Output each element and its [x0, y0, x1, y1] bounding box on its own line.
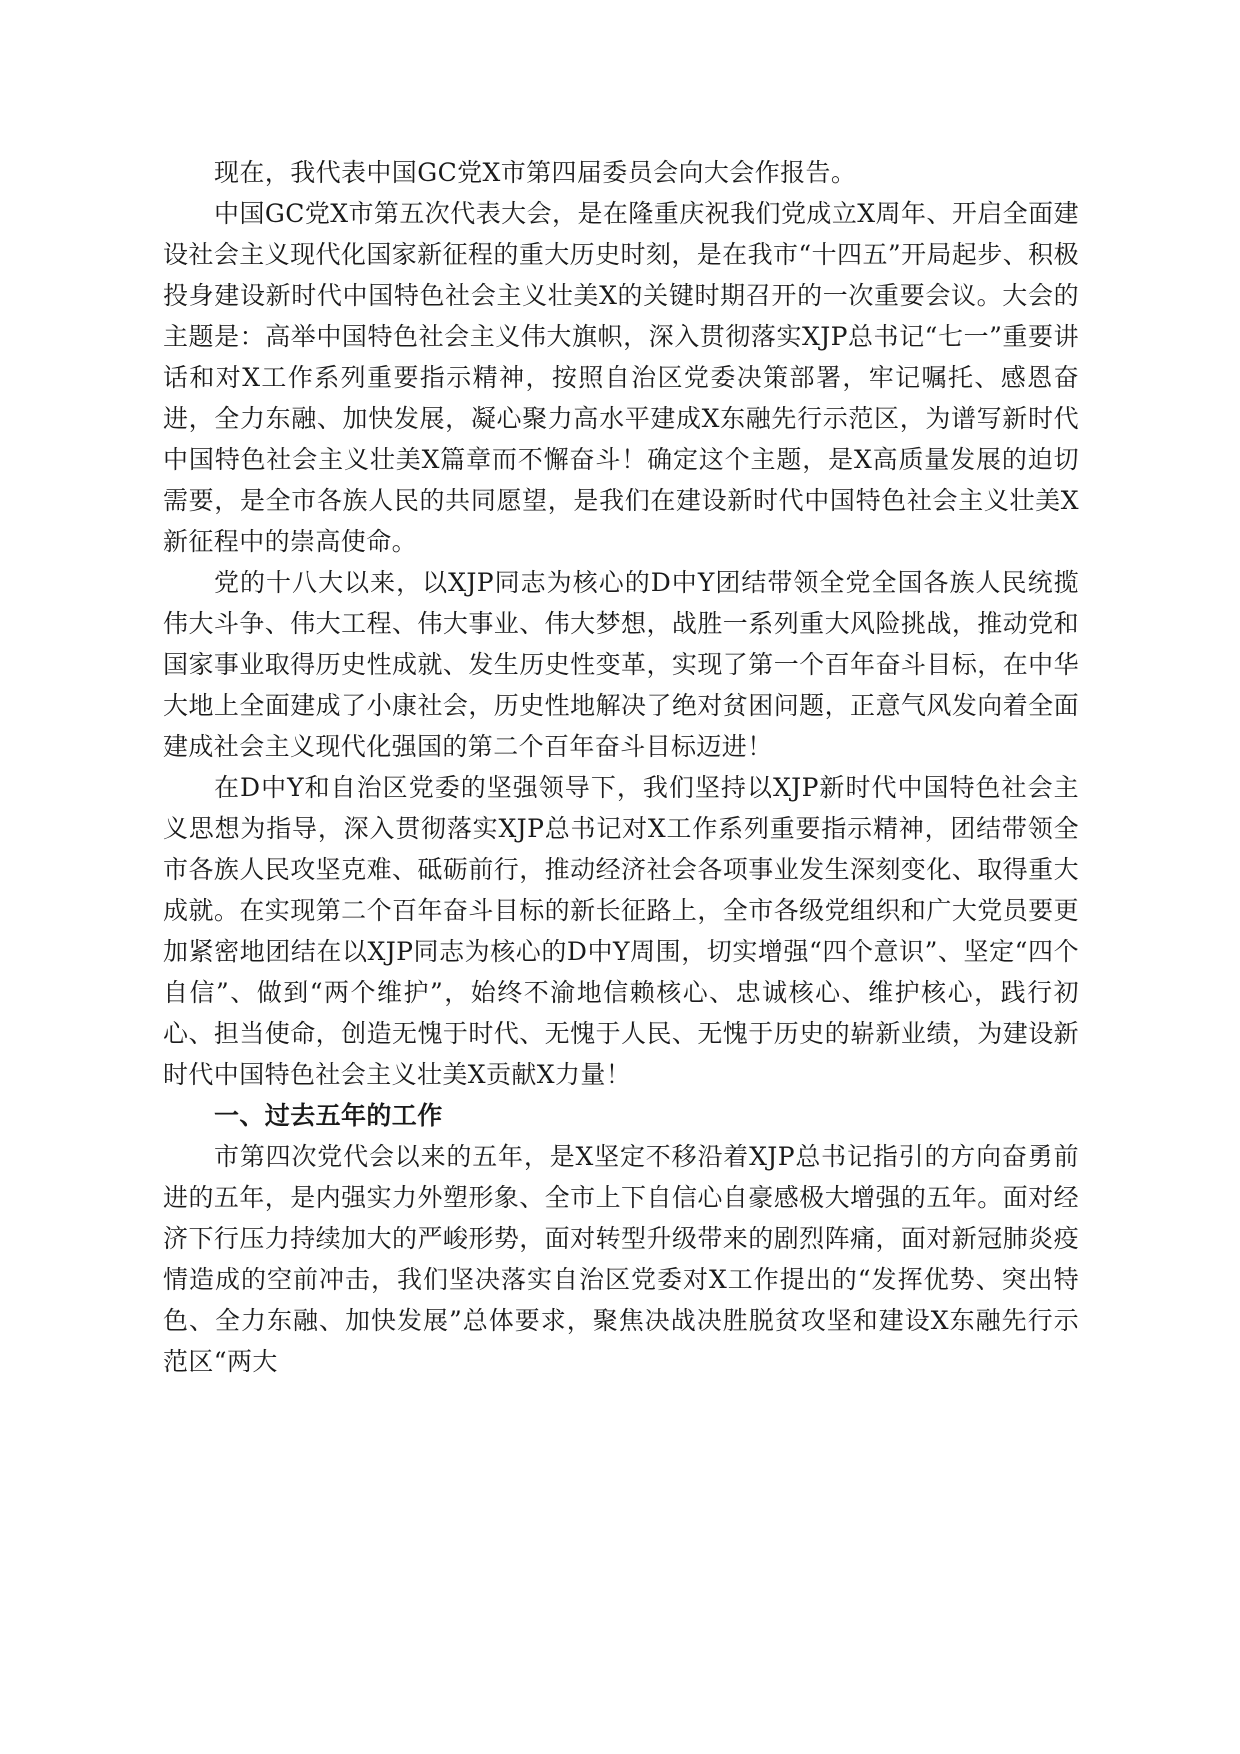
- paragraph-congress-theme: 中国GC党X市第五次代表大会，是在隆重庆祝我们党成立X周年、开启全面建设社会主义现代化国家新征程的重大历史时刻，是在我市“十四五”开局起步、积极投身建设新时代中国特色社会主义壮美X的关键时期召开的一次重要会议。大会的主题是：高举中国特色社会主义伟大旗帜，深入贯彻落实XJP总书记“七一”重要讲话和对X工作系列重要指示精神，按照自治区党委决策部署，牢记嘱托、感恩奋进，全力东融、加快发展，凝心聚力高水平建成X东融先行示范区，为谱写新时代中国特色社会主义壮美X篇章而不懈奋斗！确定这个主题，是X高质量发展的迫切需要，是全市各族人民的共同愿望，是我们在建设新时代中国特色社会主义壮美X新征程中的崇高使命。: [163, 199, 1079, 556]
- paragraph-leadership: 在D中Y和自治区党委的坚强领导下，我们坚持以XJP新时代中国特色社会主义思想为指导，深入贯彻落实XJP总书记对X工作系列重要指示精神，团结带领全市各族人民攻坚克难、砥砺前行，推动经济社会各项事业发生深刻变化、取得重大成就。在实现第二个百年奋斗目标的新长征路上，全市各级党组织和广大党员要更加紧密地团结在以XJP同志为核心的D中Y周围，切实增强“四个意识”、坚定“四个自信”、做到“两个维护”，始终不渝地信赖核心、忠诚核心、维护核心，践行初心、担当使命，创造无愧于时代、无愧于人民、无愧于历史的崭新业绩，为建设新时代中国特色社会主义壮美X贡献X力量！: [163, 773, 1079, 1089]
- paragraph-since-18th-congress: 党的十八大以来，以XJP同志为核心的D中Y团结带领全党全国各族人民统揽伟大斗争、伟大工程、伟大事业、伟大梦想，战胜一系列重大风险挑战，推动党和国家事业取得历史性成就、发生历史性变革，实现了第一个百年奋斗目标，在中华大地上全面建成了小康社会，历史性地解决了绝对贫困问题，正意气风发向着全面建成社会主义现代化强国的第二个百年奋斗目标迈进！: [163, 568, 1079, 761]
- paragraph-opening: 现在，我代表中国GC党X市第四届委员会向大会作报告。: [214, 158, 857, 187]
- paragraph-past-five-years: 市第四次党代会以来的五年，是X坚定不移沿着XJP总书记指引的方向奋勇前进的五年，是内强实力外塑形象、全市上下自信心自豪感极大增强的五年。面对经济下行压力持续加大的严峻形势，面对转型升级带来的剧烈阵痛，面对新冠肺炎疫情造成的空前冲击，我们坚决落实自治区党委对X工作提出的“发挥优势、突出特色、全力东融、加快发展”总体要求，聚焦决战决胜脱贫攻坚和建设X东融先行示范区“两大: [163, 1142, 1079, 1376]
- document-page: [163, 152, 1079, 1382]
- section-heading-past-five-years: 一、过去五年的工作: [214, 1101, 443, 1130]
